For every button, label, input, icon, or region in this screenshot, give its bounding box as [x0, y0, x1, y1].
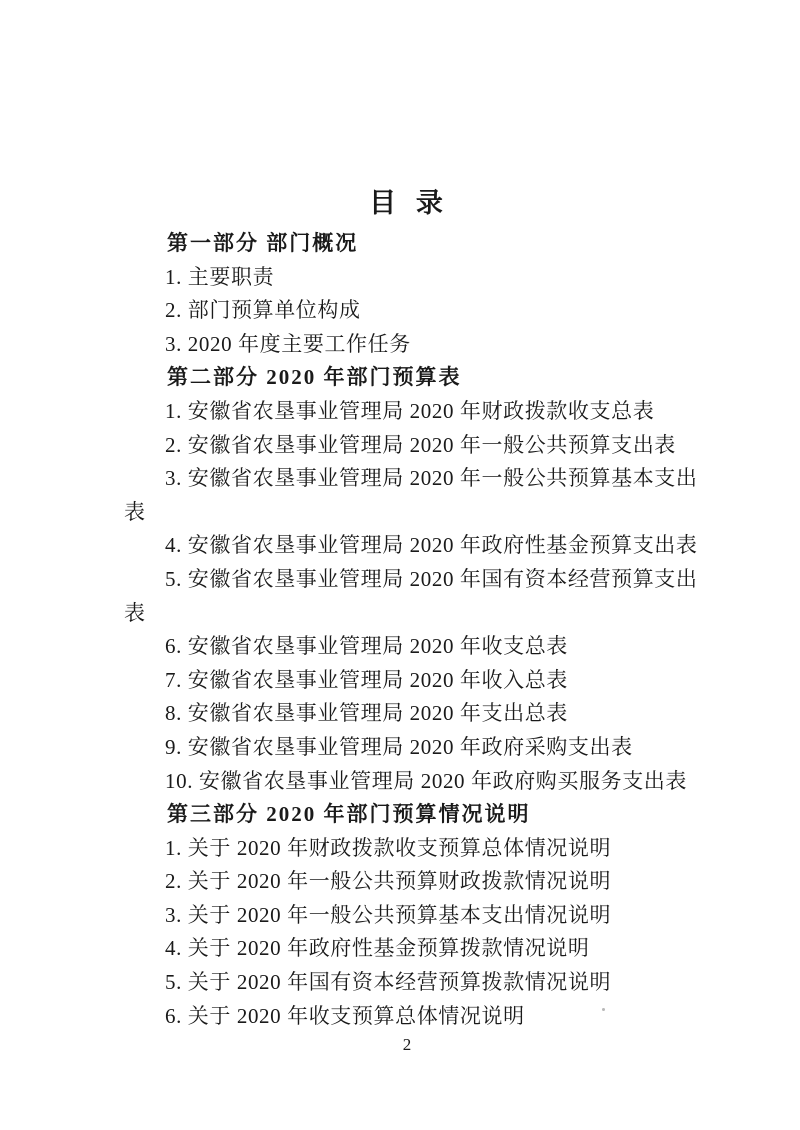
- toc-item: [124, 261, 690, 295]
- toc-item: [124, 664, 690, 698]
- toc-item-line: 3. 安徽省农垦事业管理局 2020 年一般公共预算基本支出: [165, 466, 698, 491]
- toc-item: [124, 294, 690, 328]
- toc-item-line: 3. 关于 2020 年一般公共预算基本支出情况说明: [165, 902, 612, 927]
- toc-item-line: 7. 安徽省农垦事业管理局 2020 年收入总表: [165, 667, 568, 692]
- toc-item: [124, 1000, 690, 1034]
- scan-speck: [602, 1008, 605, 1011]
- toc-item: [124, 899, 690, 933]
- toc-item: [124, 630, 690, 664]
- toc-item: [124, 765, 690, 799]
- toc-item: [124, 832, 690, 866]
- toc-item: [124, 563, 698, 630]
- page-number: 2: [402, 1035, 412, 1055]
- toc-item-line: 1. 安徽省农垦事业管理局 2020 年财政拨款收支总表: [165, 398, 655, 423]
- toc-item: [124, 429, 690, 463]
- toc-content: [124, 227, 698, 1033]
- section-heading: 第二部分 2020 年部门预算表: [167, 365, 462, 390]
- toc-item: [124, 966, 690, 1000]
- toc-item: [124, 462, 698, 529]
- toc-item-continuation-line: 表: [124, 600, 146, 625]
- toc-item: [124, 731, 690, 765]
- toc-item: [124, 529, 698, 563]
- toc-item: [124, 697, 690, 731]
- toc-item-line: 4. 关于 2020 年政府性基金预算拨款情况说明: [165, 936, 590, 961]
- toc-item-line: 6. 安徽省农垦事业管理局 2020 年收支总表: [165, 634, 568, 659]
- toc-title: 目 录: [369, 188, 445, 218]
- toc-item-line: 2. 部门预算单位构成: [165, 298, 361, 323]
- toc-item-line: 2. 安徽省农垦事业管理局 2020 年一般公共预算支出表: [165, 432, 676, 457]
- toc-item-line: 8. 安徽省农垦事业管理局 2020 年支出总表: [165, 701, 568, 726]
- section-heading: 第三部分 2020 年部门预算情况说明: [167, 802, 531, 827]
- toc-item: [124, 328, 690, 362]
- toc-item-continuation-line: 表: [124, 499, 146, 524]
- toc-item-line: 5. 关于 2020 年国有资本经营预算拨款情况说明: [165, 970, 612, 995]
- toc-item: [124, 865, 690, 899]
- toc-item-line: 6. 关于 2020 年收支预算总体情况说明: [165, 1003, 525, 1028]
- toc-item-line: 2. 关于 2020 年一般公共预算财政拨款情况说明: [165, 869, 612, 894]
- toc-item-line: 1. 主要职责: [165, 264, 275, 289]
- toc-item-line: 9. 安徽省农垦事业管理局 2020 年政府采购支出表: [165, 734, 633, 759]
- toc-item-line: 3. 2020 年度主要工作任务: [165, 331, 411, 356]
- section-heading: 第一部分 部门概况: [167, 231, 359, 255]
- toc-item: [124, 932, 690, 966]
- toc-item-line: 1. 关于 2020 年财政拨款收支预算总体情况说明: [165, 835, 612, 860]
- toc-item: [124, 395, 690, 429]
- toc-item-line: 10. 安徽省农垦事业管理局 2020 年政府购买服务支出表: [165, 768, 687, 793]
- toc-item-line: 4. 安徽省农垦事业管理局 2020 年政府性基金预算支出表: [165, 533, 698, 558]
- toc-item-line: 5. 安徽省农垦事业管理局 2020 年国有资本经营预算支出: [165, 566, 698, 591]
